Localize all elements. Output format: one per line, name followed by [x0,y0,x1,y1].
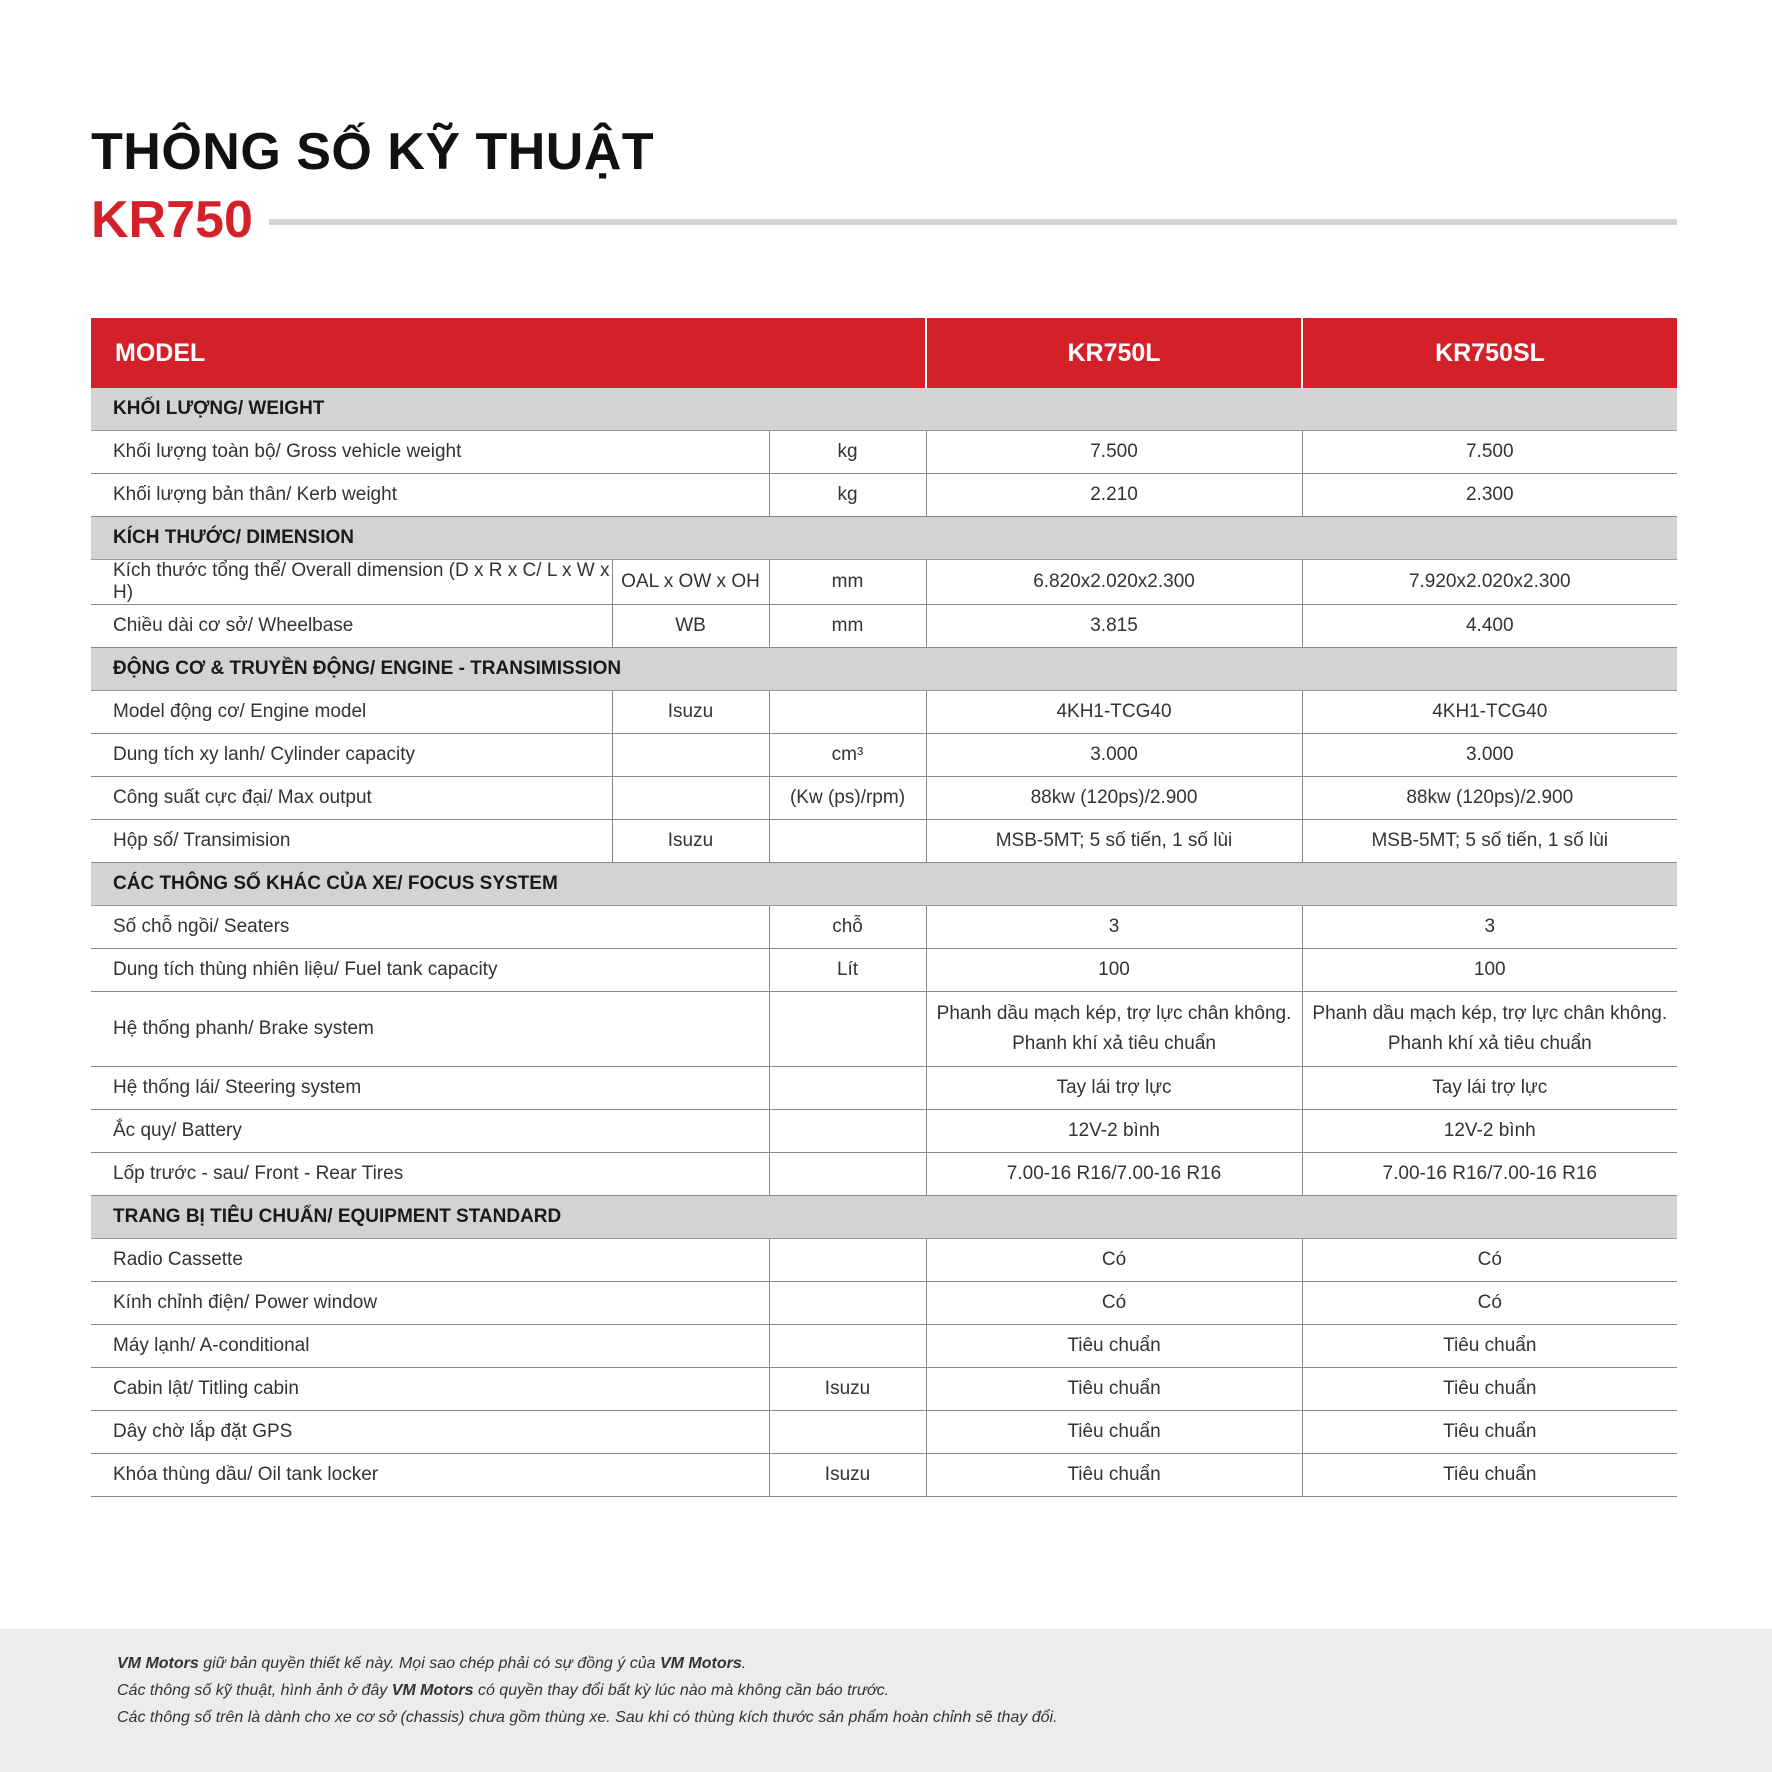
brand-name: VM Motors [391,1682,474,1699]
row-label: Radio Cassette [91,1239,769,1282]
row-value-kr750l: 7.500 [926,431,1302,474]
row-value-kr750l: Tiêu chuẩn [926,1411,1302,1454]
row-value-kr750sl: 2.300 [1302,474,1677,517]
table-row [91,1153,1677,1196]
row-value-kr750l: Tiêu chuẩn [926,1368,1302,1411]
table-row [91,949,1677,992]
row-unit [769,1239,926,1282]
section-title: ĐỘNG CƠ & TRUYỀN ĐỘNG/ ENGINE - TRANSIMISSION [91,648,1677,691]
row-unit [769,1411,926,1454]
row-value-kr750l: 7.00-16 R16/7.00-16 R16 [926,1153,1302,1196]
row-value-kr750sl: 12V-2 bình [1302,1110,1677,1153]
row-value-kr750l: 88kw (120ps)/2.900 [926,777,1302,820]
row-unit [769,1325,926,1368]
row-unit: cm³ [769,734,926,777]
page-title: THÔNG SỐ KỸ THUẬT [91,123,655,181]
table-header-row [91,318,1677,388]
table-row [91,992,1677,1067]
row-label: Khối lượng bản thân/ Kerb weight [91,474,769,517]
section-title: CÁC THÔNG SỐ KHÁC CỦA XE/ FOCUS SYSTEM [91,863,1677,906]
row-label: Máy lạnh/ A-conditional [91,1325,769,1368]
header-model: MODEL [91,318,926,388]
row-value-kr750l [926,992,1302,1067]
row-value-kr750l: MSB-5MT; 5 số tiến, 1 số lùi [926,820,1302,863]
row-unit [769,992,926,1067]
row-value-kr750sl: 7.920x2.020x2.300 [1302,560,1677,605]
row-unit [769,1153,926,1196]
row-label: Ắc quy/ Battery [91,1110,769,1153]
footer-text: . [741,1655,747,1672]
row-value-kr750sl [1302,992,1677,1067]
brand-name: VM Motors [659,1655,742,1672]
row-unit: mm [769,560,926,605]
row-value-kr750l: 12V-2 bình [926,1110,1302,1153]
table-row [91,691,1677,734]
row-value-kr750sl: 4KH1-TCG40 [1302,691,1677,734]
row-label: Khối lượng toàn bộ/ Gross vehicle weight [91,431,769,474]
row-unit: Isuzu [769,1368,926,1411]
section-title: TRANG BỊ TIÊU CHUẨN/ EQUIPMENT STANDARD [91,1196,1677,1239]
section-engine [91,648,1677,691]
footer-text: có quyền thay đổi bất kỳ lúc nào mà không cần báo trước. [473,1682,890,1699]
row-label: Số chỗ ngồi/ Seaters [91,906,769,949]
table-row [91,734,1677,777]
row-label: Hệ thống phanh/ Brake system [91,992,769,1067]
row-value-kr750l: 3 [926,906,1302,949]
row-unit [769,691,926,734]
value-line: Phanh khí xả tiêu chuẩn [1012,1033,1216,1054]
row-value-kr750sl: Tiêu chuẩn [1302,1454,1677,1497]
row-label: Lốp trước - sau/ Front - Rear Tires [91,1153,769,1196]
table-row [91,1411,1677,1454]
spec-table [91,318,1677,1497]
row-value-kr750sl: Tiêu chuẩn [1302,1325,1677,1368]
table-row [91,1325,1677,1368]
row-value-kr750sl: 4.400 [1302,605,1677,648]
table-row [91,1110,1677,1153]
row-value-kr750sl: 88kw (120ps)/2.900 [1302,777,1677,820]
row-unit: Lít [769,949,926,992]
row-unit [769,820,926,863]
table-row [91,1239,1677,1282]
row-label: Dung tích thùng nhiên liệu/ Fuel tank capacity [91,949,769,992]
row-value-kr750sl: Tiêu chuẩn [1302,1411,1677,1454]
row-code: OAL x OW x OH [612,560,769,605]
row-value-kr750sl: MSB-5MT; 5 số tiến, 1 số lùi [1302,820,1677,863]
section-focus-system [91,863,1677,906]
footer-line-3: Các thông số trên là dành cho xe cơ sở (chassis) chưa gồm thùng xe. Sau khi có thùng kích thước sản phẩm hoàn chỉnh sẽ thay đổi. [117,1709,1058,1726]
table-row [91,431,1677,474]
row-label: Công suất cực đại/ Max output [91,777,612,820]
row-value-kr750l: 3.815 [926,605,1302,648]
row-label: Khóa thùng dầu/ Oil tank locker [91,1454,769,1497]
footer-text: Các thông số kỹ thuật, hình ảnh ở đây [117,1682,392,1699]
row-value-kr750l: 100 [926,949,1302,992]
row-value-kr750l: Có [926,1282,1302,1325]
section-dimension [91,517,1677,560]
row-unit: kg [769,431,926,474]
row-value-kr750sl: 7.00-16 R16/7.00-16 R16 [1302,1153,1677,1196]
row-unit [769,1282,926,1325]
table-row [91,1067,1677,1110]
row-value-kr750l: Tay lái trợ lực [926,1067,1302,1110]
row-unit [769,1110,926,1153]
row-value-kr750l: 2.210 [926,474,1302,517]
row-code [612,734,769,777]
row-code [612,777,769,820]
header-kr750sl: KR750SL [1302,318,1677,388]
footer-line-1 [117,1654,746,1673]
row-value-kr750sl: Có [1302,1282,1677,1325]
table-row [91,605,1677,648]
row-label: Dây chờ lắp đặt GPS [91,1411,769,1454]
row-value-kr750sl: Tay lái trợ lực [1302,1067,1677,1110]
value-line: Phanh dầu mạch kép, trợ lực chân không. [936,1003,1292,1024]
row-label: Dung tích xy lanh/ Cylinder capacity [91,734,612,777]
section-weight [91,388,1677,431]
row-value-kr750sl: 7.500 [1302,431,1677,474]
value-line: Phanh khí xả tiêu chuẩn [1387,1033,1592,1054]
footer-line-2 [117,1681,889,1700]
row-unit: chỗ [769,906,926,949]
row-label: Hộp số/ Transimision [91,820,612,863]
table-row [91,906,1677,949]
table-row [91,1282,1677,1325]
table-row [91,1454,1677,1497]
table-row [91,777,1677,820]
value-line: Phanh dầu mạch kép, trợ lực chân không. [1312,1003,1668,1024]
row-unit: mm [769,605,926,648]
header-kr750l: KR750L [926,318,1302,388]
footer-text: giữ bản quyền thiết kế này. Mọi sao chép phải có sự đồng ý của [198,1655,660,1672]
section-equipment-standard [91,1196,1677,1239]
row-label: Kích thước tổng thể/ Overall dimension (D x R x C/ L x W x H) [91,560,612,605]
brand-name: VM Motors [117,1655,199,1672]
row-value-kr750l: Có [926,1239,1302,1282]
table-row [91,820,1677,863]
row-value-kr750l: 4KH1-TCG40 [926,691,1302,734]
row-label: Chiều dài cơ sở/ Wheelbase [91,605,612,648]
row-code: WB [612,605,769,648]
table-row [91,1368,1677,1411]
row-value-kr750l: Tiêu chuẩn [926,1454,1302,1497]
row-code: Isuzu [612,691,769,734]
row-label: Kính chỉnh điện/ Power window [91,1282,769,1325]
model-subtitle: KR750 [91,191,253,249]
row-label: Model động cơ/ Engine model [91,691,612,734]
row-unit: kg [769,474,926,517]
row-value-kr750sl: Tiêu chuẩn [1302,1368,1677,1411]
section-title: KÍCH THƯỚC/ DIMENSION [91,517,1677,560]
copyright-footer [0,1629,1772,1772]
section-title: KHỐI LƯỢNG/ WEIGHT [91,388,1677,431]
table-row [91,474,1677,517]
row-value-kr750sl: 3.000 [1302,734,1677,777]
row-value-kr750sl: 3 [1302,906,1677,949]
row-value-kr750l: 3.000 [926,734,1302,777]
table-row [91,560,1677,605]
row-label: Cabin lật/ Titling cabin [91,1368,769,1411]
row-unit: (Kw (ps)/rpm) [769,777,926,820]
row-unit [769,1067,926,1110]
row-value-kr750sl: Có [1302,1239,1677,1282]
row-value-kr750sl: 100 [1302,949,1677,992]
row-label: Hệ thống lái/ Steering system [91,1067,769,1110]
row-code: Isuzu [612,820,769,863]
row-unit: Isuzu [769,1454,926,1497]
row-value-kr750l: 6.820x2.020x2.300 [926,560,1302,605]
title-divider [269,219,1677,225]
row-value-kr750l: Tiêu chuẩn [926,1325,1302,1368]
